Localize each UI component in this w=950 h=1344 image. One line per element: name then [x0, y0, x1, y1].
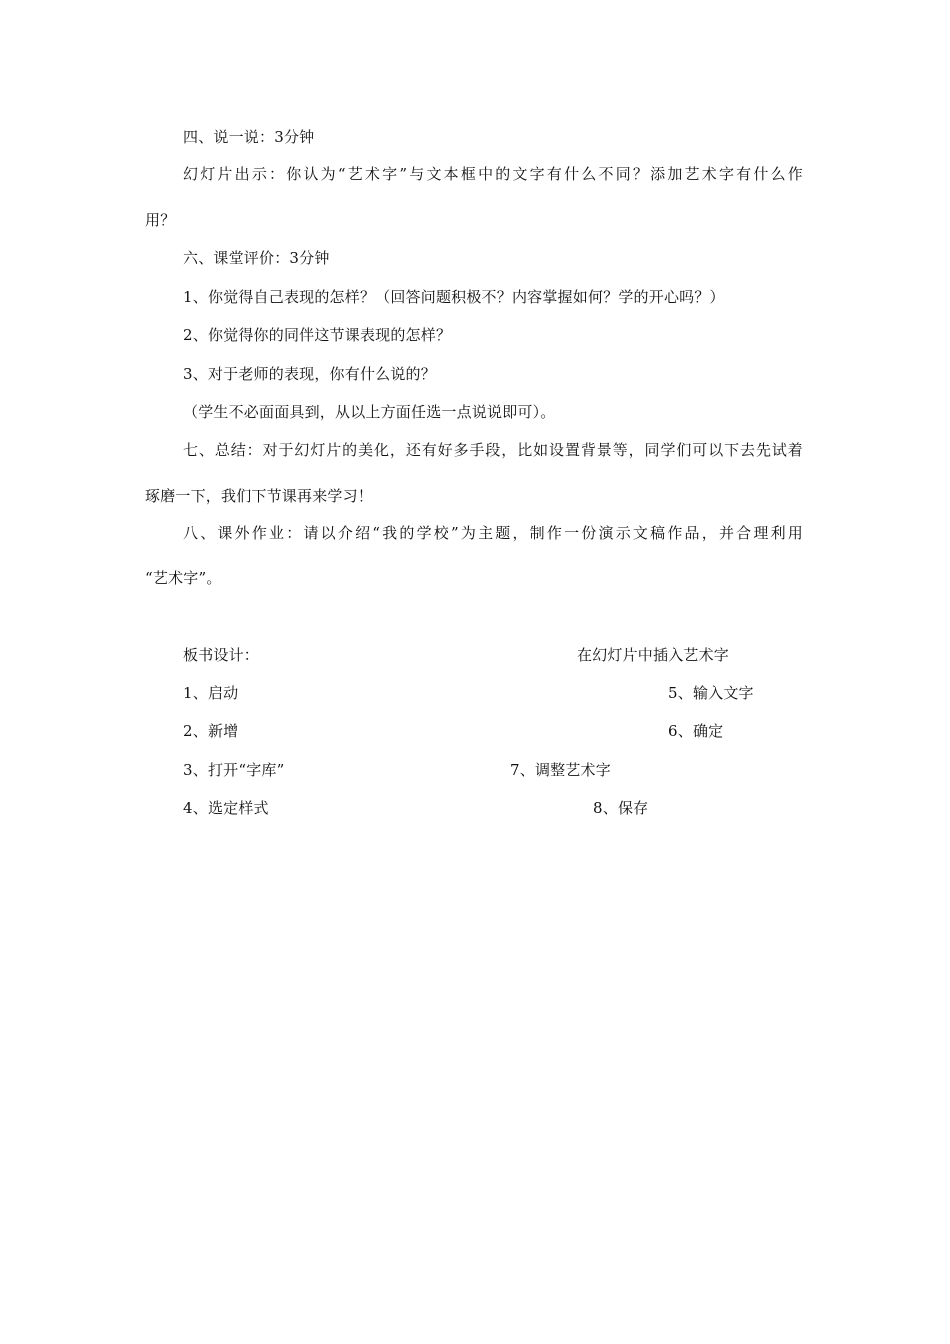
- board-design-title: 在幻灯片中插入艺术字: [577, 646, 730, 664]
- section-7-text-line-1: 七、总结：对于幻灯片的美化，还有好多手段，比如设置背景等，同学们可以下去先试着: [183, 441, 803, 459]
- evaluation-question-1: 1、你觉得自己表现的怎样？（回答问题积极不？内容掌握如何？学的开心吗？）: [183, 288, 725, 306]
- section-7-text-line-2: 琢磨一下，我们下节课再来学习！: [145, 487, 374, 505]
- board-design-label: 板书设计：: [183, 646, 260, 664]
- section-8-text-line-2: “艺术字”。: [145, 569, 222, 587]
- evaluation-note: （学生不必面面具到，从以上方面任选一点说说即可）。: [183, 403, 556, 421]
- section-6-heading: 六、课堂评价：3分钟: [183, 249, 330, 267]
- section-4-text-line-1: 幻灯片出示：你认为“艺术字”与文本框中的文字有什么不同？添加艺术字有什么作: [183, 165, 803, 183]
- section-8-text-line-1: 八、课外作业：请以介绍“我的学校”为主题，制作一份演示文稿作品，并合理利用: [183, 524, 803, 542]
- board-step-6: 6、确定: [668, 722, 724, 740]
- board-step-4: 4、选定样式: [183, 799, 269, 817]
- evaluation-question-2: 2、你觉得你的同伴这节课表现的怎样？: [183, 326, 452, 344]
- evaluation-question-3: 3、对于老师的表现，你有什么说的？: [183, 365, 436, 383]
- board-step-7: 7、调整艺术字: [510, 761, 611, 779]
- board-step-8: 8、保存: [593, 799, 649, 817]
- section-4-text-line-2: 用？: [145, 211, 176, 229]
- board-step-5: 5、输入文字: [668, 684, 754, 702]
- board-step-3: 3、打开“字库”: [183, 761, 285, 779]
- section-4-heading: 四、说一说：3分钟: [183, 128, 315, 146]
- board-step-2: 2、新增: [183, 722, 239, 740]
- board-step-1: 1、启动: [183, 684, 239, 702]
